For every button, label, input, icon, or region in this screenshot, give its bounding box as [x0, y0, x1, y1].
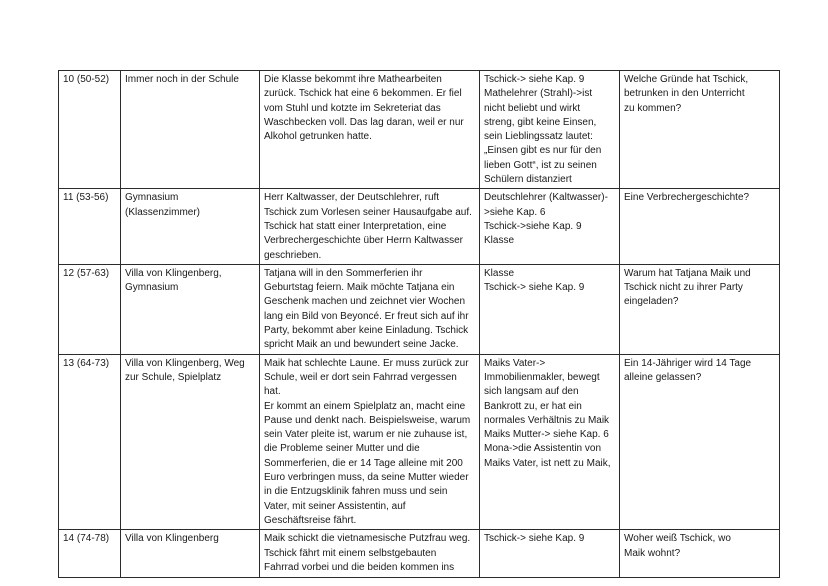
table-row [59, 530, 780, 578]
chapter-cell: 14 (74-78) [59, 530, 121, 578]
table-row [59, 354, 780, 530]
table-row [59, 71, 780, 189]
characters-cell: Tschick-> siehe Kap. 9 Mathelehrer (Strahl)->ist nicht beliebt und wirkt streng, gibt keine Einsen, sein Lieblingssatz lautet: „Einsen gibt es nur für den lieben Gott“, ist zu seinen Schülern distanziert [480, 71, 620, 189]
chapter-cell: 12 (57-63) [59, 264, 121, 354]
chapter-summary-table [58, 70, 780, 578]
content-cell: Maik hat schlechte Laune. Er muss zurück zur Schule, weil er dort sein Fahrrad vergessen hat. Er kommt an einem Spielplatz an, macht eine Pause und denkt nach. Beispielsweise, warum sein Vater pleite ist, warum er nie zuhause ist, die Probleme seiner Mutter und die Sommerferien, die er 14 Tage alleine mit 200 Euro verbringen muss, da seine Mutter wieder in die Entzugsklinik fahren muss und sein Vater, mit seiner Assistentin, auf Geschäftsreise fährt. [260, 354, 480, 530]
table-row [59, 264, 780, 354]
place-cell: Immer noch in der Schule [121, 71, 260, 189]
content-cell: Herr Kaltwasser, der Deutschlehrer, ruft Tschick zum Vorlesen seiner Hausaufgabe auf. Tschick hat statt einer Interpretation, eine Verbrechergeschichte über Herrn Kaltwasser geschrieben. [260, 189, 480, 264]
question-cell: Ein 14-Jähriger wird 14 Tage alleine gelassen? [620, 354, 780, 530]
place-cell: Gymnasium (Klassenzimmer) [121, 189, 260, 264]
chapter-cell: 13 (64-73) [59, 354, 121, 530]
question-cell: Welche Gründe hat Tschick, betrunken in den Unterricht zu kommen? [620, 71, 780, 189]
chapter-cell: 11 (53-56) [59, 189, 121, 264]
place-cell: Villa von Klingenberg, Gymnasium [121, 264, 260, 354]
question-cell: Woher weiß Tschick, wo Maik wohnt? [620, 530, 780, 578]
content-cell [260, 530, 480, 578]
characters-cell: Maiks Vater-> Immobilienmakler, bewegt sich langsam auf den Bankrott zu, er hat ein normales Verhältnis zu Maik Maiks Mutter-> siehe Kap. 6 Mona->die Assistentin von Maiks Vater, ist nett zu Maik, [480, 354, 620, 530]
content-cell: Tatjana will in den Sommerferien ihr Geburtstag feiern. Maik möchte Tatjana ein Geschenk machen und zeichnet vier Wochen lang ein Bild von Beyoncé. Er freut sich auf ihr Party, bekommt aber keine Einladung. Tschick spricht Maik an und bewundert seine Jacke. [260, 264, 480, 354]
content-text: Maik schickt die vietnamesische Putzfrau weg. Tschick fährt mit einem selbstgebauten Fahrrad vorbei und die beiden kommen ins [264, 533, 471, 573]
characters-cell: Tschick-> siehe Kap. 9 [480, 530, 620, 578]
place-cell: Villa von Klingenberg [121, 530, 260, 578]
question-cell: Eine Verbrechergeschichte? [620, 189, 780, 264]
content-cell: Die Klasse bekommt ihre Mathearbeiten zurück. Tschick hat eine 6 bekommen. Er fiel vom Stuhl und kotzte im Sekreteriat das Waschbecken voll. Das lag daran, weil er nur Alkohol getrunken hatte. [260, 71, 480, 189]
question-cell: Warum hat Tatjana Maik und Tschick nicht zu ihrer Party eingeladen? [620, 264, 780, 354]
table-row [59, 189, 780, 264]
characters-cell: Deutschlehrer (Kaltwasser)- >siehe Kap. 6 Tschick->siehe Kap. 9 Klasse [480, 189, 620, 264]
characters-cell: Klasse Tschick-> siehe Kap. 9 [480, 264, 620, 354]
chapter-cell: 10 (50-52) [59, 71, 121, 189]
place-cell: Villa von Klingenberg, Weg zur Schule, Spielplatz [121, 354, 260, 530]
